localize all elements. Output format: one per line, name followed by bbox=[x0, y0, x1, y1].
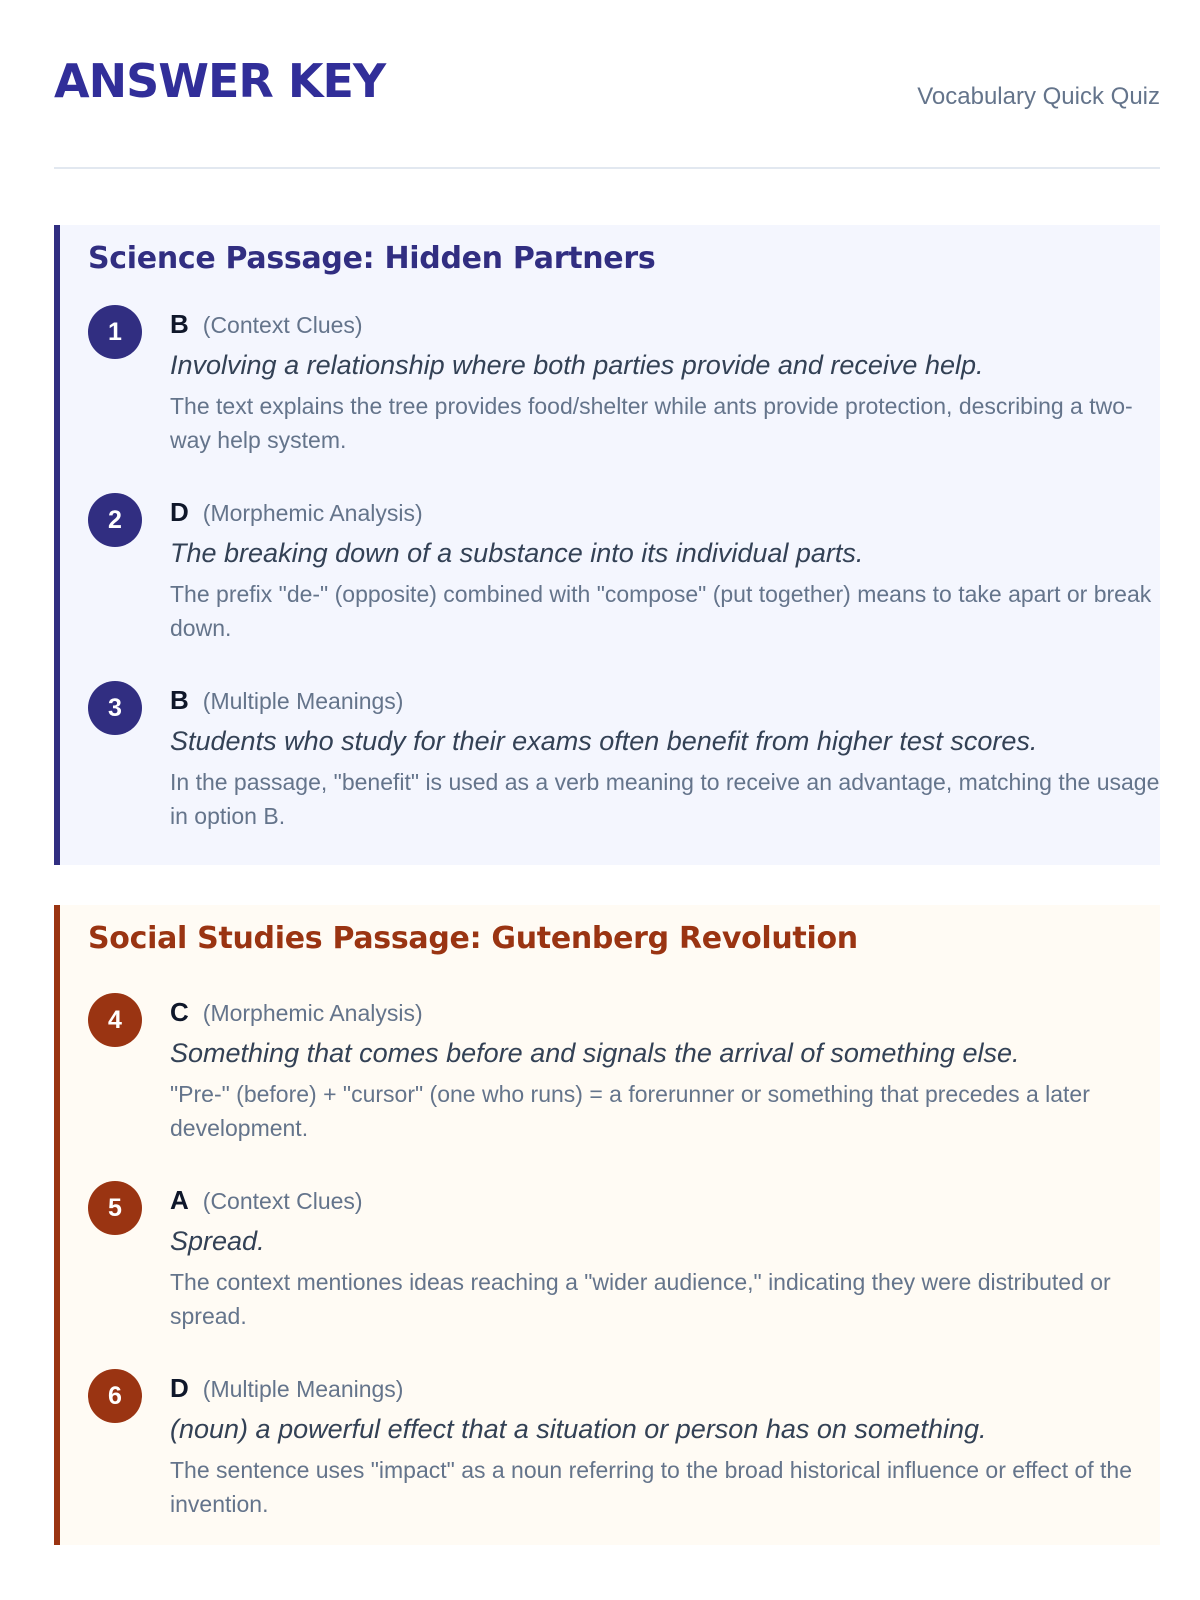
page-title: ANSWER KEY bbox=[54, 54, 386, 108]
answer-body bbox=[170, 993, 1160, 1145]
skill-label: (Morphemic Analysis) bbox=[202, 500, 423, 526]
question-number-badge: 3 bbox=[88, 681, 142, 735]
question-number-badge: 4 bbox=[88, 993, 142, 1047]
answer-letter: D bbox=[170, 1373, 189, 1403]
quiz-subtitle: Vocabulary Quick Quiz bbox=[917, 83, 1160, 110]
answer-letter: C bbox=[170, 997, 189, 1027]
explanation: The context mentiones ideas reaching a "wider audience," indicating they were distributed or spread. bbox=[170, 1269, 1111, 1329]
header-divider bbox=[54, 167, 1160, 169]
answer-letter: D bbox=[170, 497, 189, 527]
answer-letter: B bbox=[170, 685, 189, 715]
definition: The breaking down of a substance into its individual parts. bbox=[170, 538, 864, 568]
explanation: The sentence uses "impact" as a noun referring to the broad historical influence or effect of the invention. bbox=[170, 1457, 1133, 1517]
skill-label: (Context Clues) bbox=[202, 1188, 363, 1214]
answer-line bbox=[170, 493, 1160, 531]
skill-label: (Multiple Meanings) bbox=[202, 688, 404, 714]
definition: Involving a relationship where both parties provide and receive help. bbox=[170, 350, 984, 380]
answer-line bbox=[170, 305, 1160, 343]
answer-line bbox=[170, 681, 1160, 719]
definition: Spread. bbox=[170, 1226, 265, 1256]
section-title: Social Studies Passage: Gutenberg Revolution bbox=[88, 921, 858, 956]
answer-line bbox=[170, 993, 1160, 1031]
definition: (noun) a powerful effect that a situation or person has on something. bbox=[170, 1414, 987, 1444]
section-title: Science Passage: Hidden Partners bbox=[88, 241, 656, 276]
question-number-badge: 1 bbox=[88, 305, 142, 359]
question-number-badge: 6 bbox=[88, 1369, 142, 1423]
definition: Something that comes before and signals the arrival of something else. bbox=[170, 1038, 1020, 1068]
answer-body bbox=[170, 681, 1160, 833]
answer-line bbox=[170, 1369, 1160, 1407]
answer-body bbox=[170, 305, 1160, 457]
answer-line bbox=[170, 1181, 1160, 1219]
skill-label: (Multiple Meanings) bbox=[202, 1376, 404, 1402]
answer-letter: B bbox=[170, 309, 189, 339]
answer-body bbox=[170, 1369, 1160, 1521]
skill-label: (Context Clues) bbox=[202, 312, 363, 338]
header bbox=[54, 52, 1160, 122]
social-studies-section bbox=[54, 905, 1160, 1545]
explanation: The text explains the tree provides food/shelter while ants provide protection, describing a two-way help system. bbox=[170, 393, 1133, 453]
explanation: The prefix "de-" (opposite) combined with "compose" (put together) means to take apart or break down. bbox=[170, 581, 1152, 641]
answer-body bbox=[170, 1181, 1160, 1333]
answer-body bbox=[170, 493, 1160, 645]
definition: Students who study for their exams often benefit from higher test scores. bbox=[170, 726, 1038, 756]
skill-label: (Morphemic Analysis) bbox=[202, 1000, 423, 1026]
explanation: "Pre-" (before) + "cursor" (one who runs) = a forerunner or something that precedes a later development. bbox=[170, 1081, 1090, 1141]
answer-key-page bbox=[54, 0, 1160, 1600]
question-number-badge: 5 bbox=[88, 1181, 142, 1235]
science-section bbox=[54, 225, 1160, 865]
question-number-badge: 2 bbox=[88, 493, 142, 547]
answer-letter: A bbox=[170, 1185, 189, 1215]
explanation: In the passage, "benefit" is used as a verb meaning to receive an advantage, matching the usage in option B. bbox=[170, 769, 1160, 829]
